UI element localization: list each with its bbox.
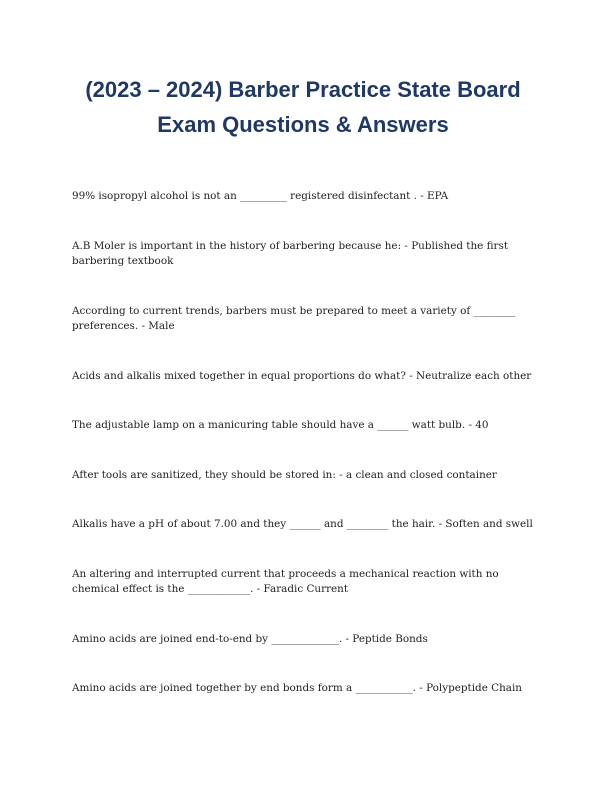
qa-item: The adjustable lamp on a manicuring table should have a ______ watt bulb. - 40: [72, 419, 489, 431]
qa-item: Alkalis have a pH of about 7.00 and they ______ and ________ the hair. - Soften and swell: [72, 518, 533, 530]
qa-item: An altering and interrupted current that proceeds a mechanical reaction with no chemical effect is the ____________. - Faradic Current: [72, 567, 499, 595]
qa-item: According to current trends, barbers must be prepared to meet a variety of ________ preferences. - Male: [72, 304, 516, 332]
qa-list: [72, 189, 534, 731]
qa-item: After tools are sanitized, they should be stored in: - a clean and closed container: [72, 468, 497, 481]
qa-item: Acids and alkalis mixed together in equal proportions do what? - Neutralize each other: [72, 369, 532, 382]
qa-item: A.B Moler is important in the history of barbering because he: - Published the first barbering textbook: [72, 239, 509, 267]
document-title: [72, 0, 534, 142]
qa-item: 99% isopropyl alcohol is not an _________ registered disinfectant . - EPA: [72, 190, 449, 202]
qa-item: Amino acids are joined together by end bonds form a ___________. - Polypeptide Chain: [72, 682, 523, 694]
qa-item: Amino acids are joined end-to-end by _____________. - Peptide Bonds: [72, 632, 428, 645]
title-line-1: (2023 – 2024) Barber Practice State Board: [85, 77, 521, 102]
title-line-2: Exam Questions & Answers: [157, 112, 449, 137]
